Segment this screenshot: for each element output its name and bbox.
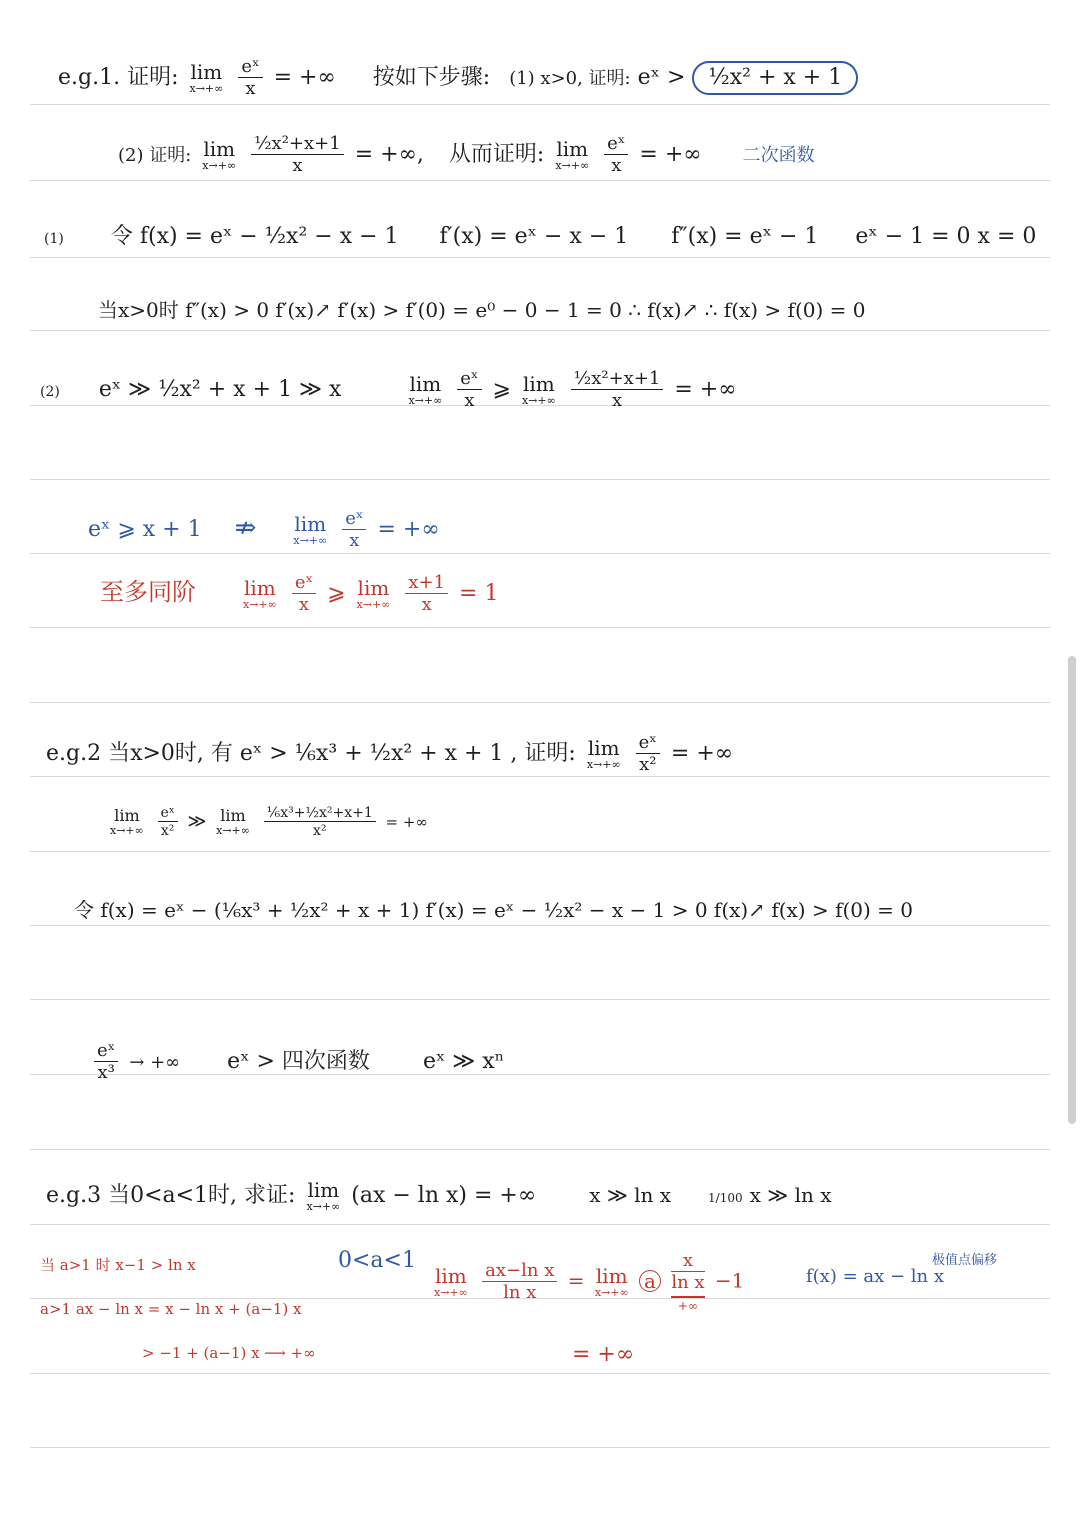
result-text: = 1 [459,581,499,606]
rule-line [30,1447,1050,1448]
rule-line [30,999,1050,1000]
lim-operator: lim x→+∞ [216,806,250,837]
coefficient: 1/100 [708,1191,743,1205]
fraction: $\frac{\text{eˣ}}{x}$ [292,574,316,614]
lim-operator: lim x→+∞ [110,806,144,837]
fraction: $\frac{\text{eˣ}}{\text{x²}}$ [158,806,178,838]
rule-line [30,257,1050,258]
comparison-text: eˣ > 四次函数 [227,1049,370,1074]
ge-sign: ⩾ [492,377,511,402]
eg2-line2 [106,806,428,838]
red-case-a1: 当 a>1 时 x−1 > ln x [40,1256,196,1274]
inequality: eˣ ≫ ½x² + x + 1 ≫ x [98,377,342,402]
lim-operator: lim x→+∞ [189,60,224,95]
part-tag: (2) [40,384,60,400]
steps-label: 按如下步骤: [372,65,491,90]
inequality: eˣ ⩾ x + 1 [88,517,202,542]
eg2-statement [46,734,733,774]
step1-label: (1) x>0, 证明: [509,68,631,89]
lim-operator: lim x→+∞ [434,1264,468,1299]
fraction: $\frac{\text{⅙x³+½x²+x+1}}{\text{x²}}$ [264,806,376,838]
rule-line [30,180,1050,181]
equals-sign: = [567,1268,585,1293]
result-text: = +∞, [354,142,424,167]
lim-operator: lim x→+∞ [243,576,277,611]
eg3-fdef: f(x) = ax − ln x [806,1266,945,1287]
blue-note-line [88,510,440,550]
second-derivative: f″(x) = eˣ − 1 [671,224,819,249]
root-equation: eˣ − 1 = 0 x = 0 [855,224,1037,249]
eg2-line3: 令 f(x) = eˣ − (⅙x³ + ½x² + x + 1) f′(x) = eˣ − ½x² − x − 1 > 0 f(x)↗ f(x) > f(0) = 0 [74,898,914,922]
then-text: 从而证明: [448,142,545,167]
rule-line [30,479,1050,480]
eg1-part1 [44,226,1036,248]
gg-sign: ≫ [187,811,207,832]
fraction: $\frac{\text{eˣ}}{\text{x³}}$ [94,1042,118,1082]
eg2-header: e.g.2 当x>0时, 有 eˣ > ⅙x³ + ½x² + x + 1 , 证明: [46,741,576,766]
step2-label: (2) 证明: [118,145,192,166]
result-text: = +∞ [377,517,440,542]
lim-operator: lim x→+∞ [586,736,621,771]
rule-line [30,1224,1050,1225]
lim-operator: lim x→+∞ [555,137,590,172]
eg1-part2 [40,370,737,410]
fraction: $\frac{\text{eˣ}}{\text{x²}}$ [636,734,660,774]
fraction: $\frac{\text{½x²+x+1}}{x}$ [251,135,344,175]
rule-line [30,1373,1050,1374]
lim-operator: lim x→+∞ [293,512,328,547]
not-implies-arrow: ⇏ [234,513,257,543]
comparison-text: x ≫ ln x [589,1183,672,1207]
eg1-header: e.g.1. 证明: [58,65,179,90]
red-note-line [100,574,498,614]
arrow-text: → +∞ [129,1052,181,1073]
rule-line [30,776,1050,777]
eg1-statement [58,58,858,98]
eg1-step2 [118,135,815,175]
limit-expression: (ax − ln x) = +∞ [351,1183,537,1208]
eg2-line4 [90,1042,504,1082]
fraction: $\frac{\text{eˣ}}{x}$ [238,58,262,98]
fraction: $\frac{\text{eˣ}}{x}$ [457,370,481,410]
lim-operator: lim x→+∞ [202,137,237,172]
red-case-a2: a>1 ax − ln x = x − ln x + (a−1) x [40,1300,302,1318]
part-tag: (1) [44,231,64,247]
scrollbar[interactable] [1068,656,1076,1124]
note-label: 至多同阶 [100,578,196,606]
blue-note: 二次函数 [742,145,815,166]
rule-line [30,925,1050,926]
lim-operator: lim x→+∞ [408,372,443,407]
result-text: = +∞ [639,142,702,167]
fraction: $\frac{\text{eˣ}}{x}$ [604,135,628,175]
first-derivative: f′(x) = eˣ − x − 1 [439,224,629,249]
fraction: $\frac{x+1}{x}$ [405,574,448,614]
eg3-derivation [430,1252,744,1312]
rule-line [30,553,1050,554]
circled-a: a [639,1270,661,1292]
fraction: $\frac{\text{ax−ln x}}{\text{ln x}}$ [482,1262,557,1302]
result-text: = +∞ [670,741,734,766]
result-text: = +∞ [273,65,336,90]
ge-sign: ⩾ [327,581,346,606]
lim-operator: lim x→+∞ [356,576,391,611]
rule-line [30,702,1050,703]
result-text: = +∞ [385,813,428,831]
red-case-a3: > −1 + (a−1) x ⟶ +∞ [142,1344,316,1362]
eg3-fnote: 极值点偏移 [932,1253,998,1268]
lim-operator: lim x→+∞ [306,1178,341,1213]
fraction: $\frac{\text{½x²+x+1}}{x}$ [571,370,664,410]
eg3-statement [46,1180,832,1212]
lim-operator: lim x→+∞ [594,1264,629,1299]
comparison-text: x ≫ ln x [749,1183,832,1207]
lim-operator: lim x→+∞ [521,372,556,407]
eg3-header: e.g.3 当0<a<1时, 求证: [46,1183,296,1208]
fraction: x ln x +∞ [671,1250,705,1313]
circled-expression: ½x² + x + 1 [692,61,858,95]
rule-line [30,1149,1050,1150]
comparison-text: eˣ ≫ xⁿ [422,1049,505,1074]
result-text: = +∞ [674,377,737,402]
rule-line [30,330,1050,331]
rule-line [30,627,1050,628]
function-def: 令 f(x) = eˣ − ½x² − x − 1 [110,224,399,249]
fraction: $\frac{\text{eˣ}}{x}$ [342,510,366,550]
minus-one: −1 [714,1268,745,1293]
rule-line [30,104,1050,105]
rule-line [30,851,1050,852]
eg3-result: = +∞ [572,1342,635,1367]
eg1-part1-conclusion: 当x>0时 f″(x) > 0 f′(x)↗ f′(x) > f′(0) = e⁰ − 0 − 1 = 0 ∴ f(x)↗ ∴ f(x) > f(0) = 0 [98,298,866,322]
eg3-condition: 0<a<1 [338,1248,416,1273]
step1-expr: eˣ > [637,65,686,90]
